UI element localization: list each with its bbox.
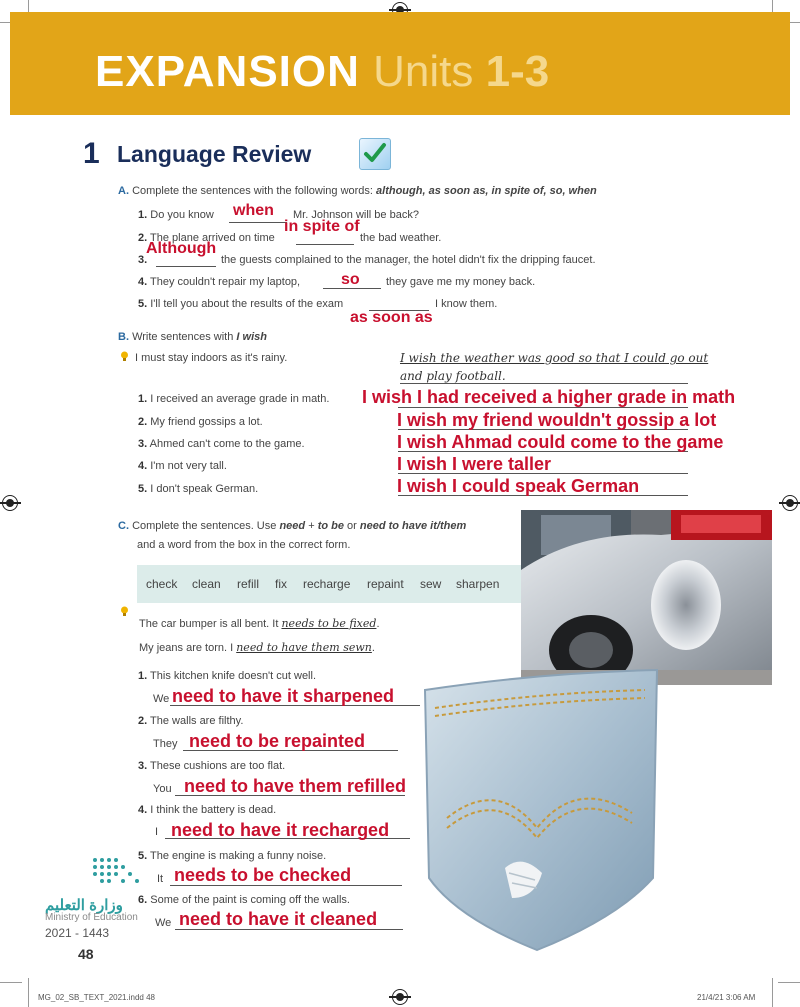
item-number: 4. xyxy=(138,460,148,472)
keyword-to-be: to be xyxy=(317,520,344,532)
example-2-answer: need to have them sewn xyxy=(236,641,372,654)
crop-mark xyxy=(778,982,800,983)
part-c-item-4 xyxy=(138,804,276,816)
part-c-item-2 xyxy=(138,715,243,727)
item-subject: You xyxy=(153,783,172,795)
item-number: 2. xyxy=(138,416,148,428)
part-c-item-6 xyxy=(138,894,350,906)
word-or: or xyxy=(347,520,357,532)
example-1-answer: needs to be fixed xyxy=(281,617,377,630)
item-number: 4. xyxy=(138,276,148,288)
answer-text: I wish I were taller xyxy=(397,454,552,474)
word-box-item: sew xyxy=(420,577,442,591)
item-text-after: they gave me my money back. xyxy=(386,276,536,288)
item-number: 5. xyxy=(138,298,148,310)
answer-text: need to have it cleaned xyxy=(179,909,378,929)
item-number: 5. xyxy=(138,850,148,862)
crop-mark xyxy=(28,978,29,1007)
part-a-word-list: although, as soon as, in spite of, so, when xyxy=(376,185,597,197)
part-b-instruction xyxy=(118,331,267,343)
item-prompt: Some of the paint is coming off the walls. xyxy=(150,894,350,906)
part-c-label: C. xyxy=(118,520,129,532)
item-number: 3. xyxy=(138,438,148,450)
crop-mark xyxy=(772,978,773,1007)
answer-text: in spite of xyxy=(284,218,360,235)
answer-text: need to have it sharpened xyxy=(172,686,395,706)
answer-text: I wish I had received a higher grade in math xyxy=(362,387,736,407)
item-prompt: I think the battery is dead. xyxy=(150,804,277,816)
lightbulb-icon xyxy=(120,351,129,362)
part-b-item-5 xyxy=(138,483,258,495)
answer-line xyxy=(400,383,688,384)
example-1: The car bumper is all bent. It needs to be fixed. xyxy=(139,617,380,630)
item-text-before: Do you know xyxy=(150,209,214,221)
part-b-item-2 xyxy=(138,416,263,428)
checkmark-icon xyxy=(359,138,391,170)
part-a-instruction-text: Complete the sentences with the following words: xyxy=(132,185,373,197)
word-box-item: recharge xyxy=(303,577,351,591)
item-number: 5. xyxy=(138,483,148,495)
part-b-item-3 xyxy=(138,438,305,450)
item-prompt: Ahmed can't come to the game. xyxy=(149,438,305,450)
banner-units-word: Units xyxy=(373,47,474,96)
example-2-prompt: My jeans are torn. I xyxy=(139,642,234,654)
answer-text: needs to be checked xyxy=(174,865,352,885)
part-b-label: B. xyxy=(118,331,129,343)
answer-text: Although xyxy=(146,240,217,257)
part-b-instruction-emphasis: I wish xyxy=(236,331,267,343)
example-2: My jeans are torn. I need to have them sewn. xyxy=(139,641,375,654)
answer-text: need to be repainted xyxy=(189,731,366,751)
answer-blank xyxy=(296,244,354,245)
item-prompt: I received an average grade in math. xyxy=(150,393,330,405)
item-number: 1. xyxy=(138,393,148,405)
crop-mark xyxy=(0,982,22,983)
academic-year: 2021 - 1443 xyxy=(45,926,110,940)
item-number: 3. xyxy=(138,760,148,772)
answer-text: so xyxy=(341,271,360,288)
answer-text: need to have them refilled xyxy=(184,776,407,796)
item-text-before: The plane arrived on time xyxy=(150,232,275,244)
dented-car-bumper-image xyxy=(521,510,772,685)
registration-mark-icon xyxy=(782,495,798,511)
banner-title xyxy=(95,47,550,96)
item-prompt: This kitchen knife doesn't cut well. xyxy=(150,670,317,682)
part-c-item-1 xyxy=(138,670,316,682)
ministry-name-arabic: وزارة التعليم xyxy=(45,897,123,914)
item-number: 4. xyxy=(138,804,148,816)
part-c-instruction-text: Complete the sentences. Use xyxy=(132,520,277,532)
part-c-instruction-line-1 xyxy=(118,520,466,532)
item-subject: It xyxy=(157,873,164,885)
section-title: Language Review xyxy=(117,141,312,167)
lightbulb-icon xyxy=(120,606,129,617)
word-box-item: repaint xyxy=(367,577,404,591)
keyword-need-to-have: need to have it/them xyxy=(359,520,467,532)
item-subject: I xyxy=(155,826,159,838)
banner-units-range: 1-3 xyxy=(485,47,550,96)
part-b-item-4 xyxy=(138,460,227,472)
ministry-logo-icon xyxy=(90,855,160,890)
part-c-item-5 xyxy=(138,850,326,862)
example-1-prompt: The car bumper is all bent. It xyxy=(139,618,279,630)
answer-blank xyxy=(229,222,287,223)
part-b-instruction-text: Write sentences with xyxy=(132,331,234,343)
torn-jeans-pocket-image xyxy=(417,668,662,953)
item-subject: We xyxy=(155,917,172,929)
part-a-item-5 xyxy=(138,298,343,310)
file-slug-left: MG_02_SB_TEXT_2021.indd 48 xyxy=(38,993,155,1002)
part-a-instruction xyxy=(118,185,597,197)
file-slug-right: 21/4/21 3:06 AM xyxy=(697,993,756,1002)
example-answer-line-1: I wish the weather was good so that I could go out xyxy=(400,351,709,365)
part-a-label: A. xyxy=(118,185,129,197)
item-prompt: My friend gossips a lot. xyxy=(150,416,263,428)
part-b-item-1 xyxy=(138,393,329,405)
item-number: 1. xyxy=(138,209,148,221)
answer-text: I wish I could speak German xyxy=(397,476,640,496)
plus-sign: + xyxy=(308,520,315,532)
item-number: 1. xyxy=(138,670,148,682)
item-text-after: I know them. xyxy=(435,298,498,310)
answer-text: when xyxy=(233,202,274,219)
word-box-item: check xyxy=(146,577,178,591)
item-text-after: the bad weather. xyxy=(360,232,442,244)
registration-mark-icon xyxy=(392,989,408,1005)
answer-text: I wish my friend wouldn't gossip a lot xyxy=(397,410,717,430)
answer-text: need to have it recharged xyxy=(171,820,390,840)
example-prompt: I must stay indoors as it's rainy. xyxy=(135,352,288,364)
item-prompt: These cushions are too flat. xyxy=(150,760,286,772)
word-box-item: fix xyxy=(275,577,287,591)
registration-mark-icon xyxy=(2,495,18,511)
answer-text: as soon as xyxy=(350,309,433,326)
part-c-instruction-line-2: and a word from the box in the correct form. xyxy=(137,539,351,551)
answer-text: I wish Ahmad could come to the game xyxy=(397,432,724,452)
word-box-item: sharpen xyxy=(456,577,500,591)
item-subject: We xyxy=(153,693,170,705)
item-text-after: the guests complained to the manager, the hotel didn't fix the dripping faucet. xyxy=(221,254,596,266)
item-number: 3. xyxy=(138,254,148,266)
answer-blank xyxy=(156,266,216,267)
item-subject: They xyxy=(153,738,178,750)
part-a-item-1 xyxy=(138,209,214,221)
item-prompt: I'm not very tall. xyxy=(150,460,227,472)
word-box-item: refill xyxy=(237,577,260,591)
part-a-item-4 xyxy=(138,276,300,288)
example-answer-line-2: and play football. xyxy=(400,369,506,383)
item-number: 2. xyxy=(138,232,148,244)
page-number: 48 xyxy=(78,946,94,962)
part-c-item-3 xyxy=(138,760,285,772)
banner-title-text: EXPANSION xyxy=(95,47,360,96)
word-box-item: clean xyxy=(192,577,221,591)
keyword-need: need xyxy=(279,520,306,532)
item-text-before: I'll tell you about the results of the exam xyxy=(150,298,344,310)
item-number: 6. xyxy=(138,894,148,906)
item-prompt: The walls are filthy. xyxy=(150,715,244,727)
item-text-before: They couldn't repair my laptop, xyxy=(150,276,301,288)
item-number: 2. xyxy=(138,715,148,727)
item-prompt: The engine is making a funny noise. xyxy=(150,850,327,862)
item-prompt: I don't speak German. xyxy=(150,483,259,495)
section-number: 1 xyxy=(83,137,100,170)
item-text-after: Mr. Johnson will be back? xyxy=(293,209,419,221)
ministry-name-english: Ministry of Education xyxy=(45,912,138,923)
